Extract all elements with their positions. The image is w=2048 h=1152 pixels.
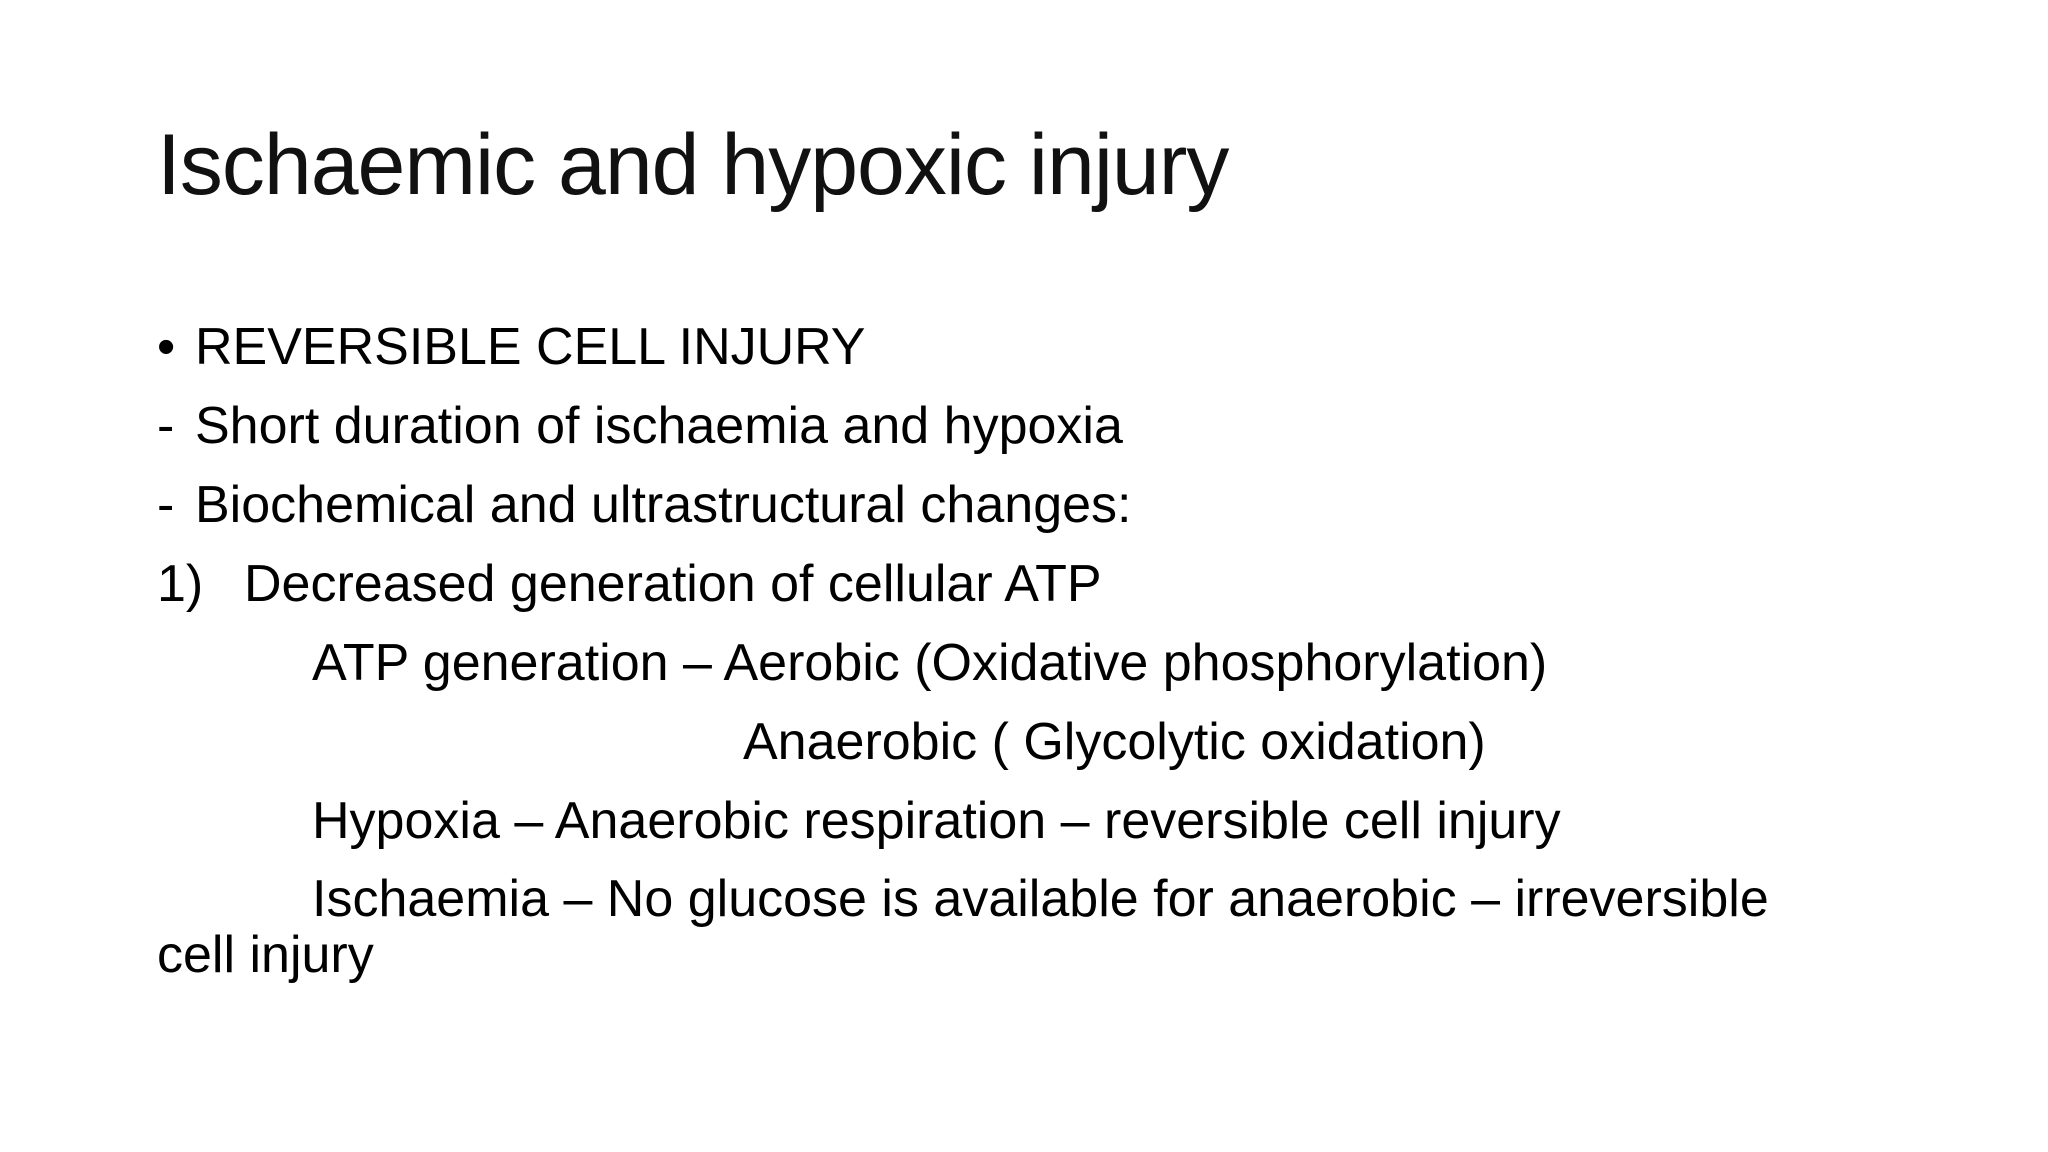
sub-line-text: Ischaemia – No glucose is available for anaerobic – irreversible [312,870,1769,928]
dash-item-biochemical-changes [157,466,1937,545]
sub-line-text: Hypoxia – Anaerobic respiration – reversible cell injury [312,792,1561,850]
sub-line-text: Anaerobic ( Glycolytic oxidation) [743,713,1486,771]
dash-item-short-duration [157,387,1937,466]
bullet-reversible-cell-injury [157,308,1937,387]
bullet-dot-icon: • [157,318,176,376]
sub-line-text: ATP generation – Aerobic (Oxidative phosphorylation) [312,634,1548,692]
numbered-item-1 [157,545,1937,624]
dash-item-text: Biochemical and ultrastructural changes: [195,476,1132,534]
dash-marker: - [157,476,175,534]
dash-marker: - [157,397,175,455]
numbered-item-text: Decreased generation of cellular ATP [244,555,1102,613]
slide-body [157,308,1937,983]
sub-line-anaerobic [157,703,1937,782]
number-marker: 1) [157,555,204,613]
sub-line-hypoxia [157,782,1937,861]
bullet-text: REVERSIBLE CELL INJURY [195,318,866,376]
sub-line-ischaemia [157,861,1937,983]
sub-line-atp-generation [157,624,1937,703]
slide-title: Ischaemic and hypoxic injury [157,117,1229,213]
sub-line-continuation: cell injury [157,926,374,984]
dash-item-text: Short duration of ischaemia and hypoxia [195,397,1123,455]
